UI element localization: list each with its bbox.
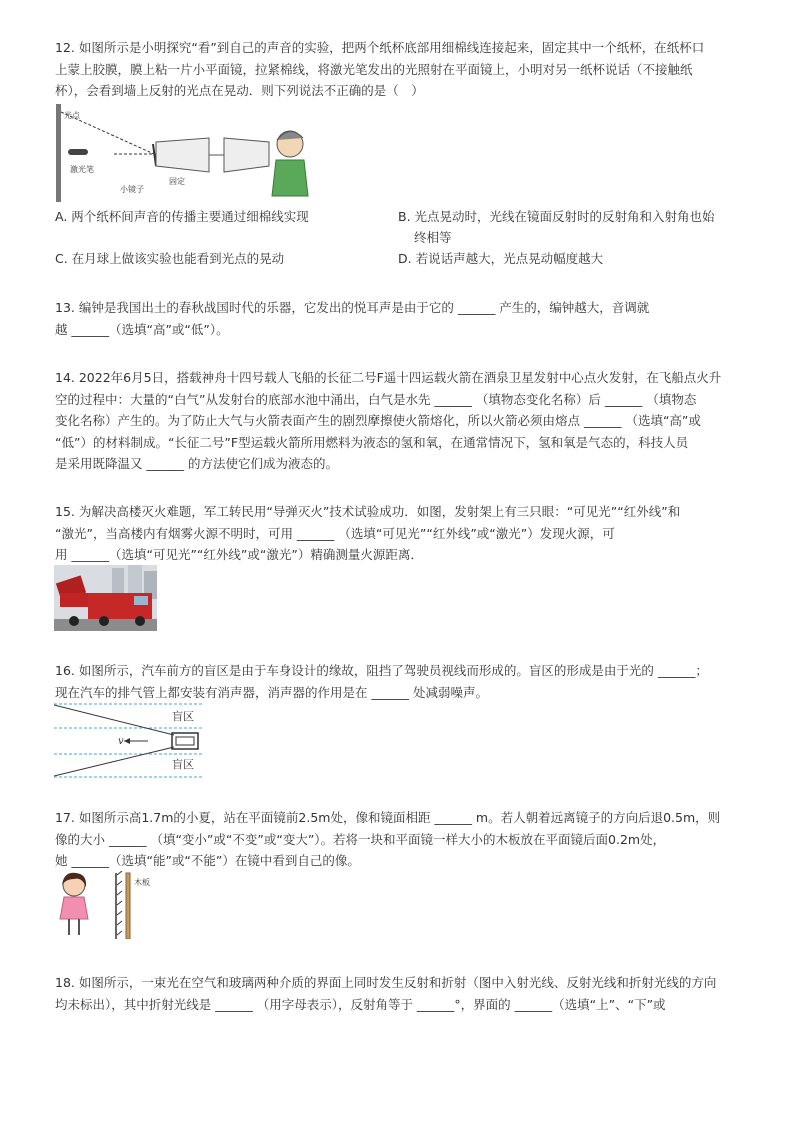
q12-option-d: D. 若说话声越大，光点晃动幅度越大 <box>398 251 604 266</box>
q14-line-5: 是采用既降温又 ______ 的方法使它们成为液态的。 <box>55 456 338 471</box>
label-velocity: v <box>118 736 124 747</box>
label-fixed: 固定 <box>169 177 185 186</box>
q13-line-1: 13. 编钟是我国出土的春秋战国时代的乐器，它发出的悦耳声是由于它的 ______ 产生的，编钟越大，音调就 <box>55 300 650 315</box>
q16-line-2: 现在汽车的排气管上都安装有消声器，消声器的作用是在 ______ 处减弱噪声。 <box>55 685 488 700</box>
blind-spot-diagram <box>54 702 204 779</box>
q12-option-a: A. 两个纸杯间声音的传播主要通过细棉线实现 <box>55 209 309 224</box>
q15-line-3: 用 ______（选填“可见光”“红外线”或“激光”）精确测量火源距离． <box>55 547 423 562</box>
q12-option-b-cont: 终相等 <box>414 230 452 245</box>
q12-line-1: 12. 如图所示是小明探究“看”到自己的声音的实验，把两个纸杯底部用细棉线连接起来，固定其中一个纸杯，在纸杯口 <box>55 40 705 55</box>
q17-line-3: 她 ______（选填“能”或“不能”）在镜中看到自己的像。 <box>55 853 360 868</box>
q14-line-4: “低”）的材料制成。“长征二号”F型运载火箭所用燃料为液态的氢和氧，在通常情况下，氢和氧是气态的，科技人员 <box>55 435 689 450</box>
label-laser-pen: 激光笔 <box>70 165 94 174</box>
q12-line-3: 杯），会看到墙上反射的光点在晃动．则下列说法不正确的是（ ） <box>55 83 424 98</box>
q12-option-c: C. 在月球上做该实验也能看到光点的晃动 <box>55 251 285 266</box>
label-blind-bottom: 盲区 <box>172 758 194 771</box>
label-light-spot: 光点 <box>64 111 80 120</box>
q17-line-2: 像的大小 ______ （填“变小”或“不变”或“变大”）。若将一块和平面镜一样大小的木板放在平面镜后面0.2m处， <box>55 832 666 847</box>
boy-body <box>272 160 308 196</box>
q12-line-2: 上蒙上胶膜，膜上粘一片小平面镜，拉紧棉线，将激光笔发出的光照射在平面镜上，小明对另一纸杯说话（不接触纸 <box>55 62 693 77</box>
girl-dress <box>60 897 88 919</box>
q18-line-2: 均未标出），其中折射光线是 ______ （用字母表示），反射角等于 ______°，界面的 ______（选填“上”、“下”或 <box>55 997 666 1012</box>
label-mirror: 小镜子 <box>120 185 144 194</box>
cup-left <box>156 138 209 172</box>
wall <box>56 104 61 202</box>
cup-laser-figure <box>54 104 319 202</box>
laser-pen <box>68 149 88 155</box>
fire-truck-photo <box>54 565 157 631</box>
label-board: 木板 <box>134 878 150 887</box>
label-blind-top: 盲区 <box>172 710 194 723</box>
cup-right <box>224 138 269 172</box>
q18-line-1: 18. 如图所示，一束光在空气和玻璃两种介质的界面上同时发生反射和折射（图中入射光线、反射光线和折射光线的方向 <box>55 975 717 990</box>
q14-line-1: 14. 2022年6月5日，搭载神舟十四号载人飞船的长征二号F遥十四运载火箭在酒泉卫星发射中心点火发射，在飞船点火升 <box>55 370 722 385</box>
q14-line-2: 空的过程中：大量的“白气”从发射台的底部水池中涌出，白气是水先 ______ （填物态变化名称）后 ______ （填物态 <box>55 392 697 407</box>
wood-board <box>126 873 130 939</box>
girl-mirror-figure <box>54 871 160 939</box>
q12-option-b: B. 光点晃动时，光线在镜面反射时的反射角和入射角也始 <box>398 209 715 224</box>
q16-line-1: 16. 如图所示，汽车前方的盲区是由于车身设计的缘故，阻挡了驾驶员视线而形成的。盲区的形成是由于光的 ______； <box>55 663 708 678</box>
q15-line-1: 15. 为解决高楼灭火难题，军工转民用“导弹灭火”技术试验成功．如图，发射架上有三只眼：“可见光”“红外线”和 <box>55 504 681 519</box>
q13-line-2: 越 ______（选填“高”或“低”）。 <box>55 322 229 337</box>
q14-line-3: 变化名称）产生的。为了防止大气与火箭表面产生的剧烈摩擦使火箭熔化，所以火箭必须由熔点 ______ （选填“高”或 <box>55 413 701 428</box>
q17-line-1: 17. 如图所示高1.7m的小夏，站在平面镜前2.5m处，像和镜面相距 ______ m。若人朝着远离镜子的方向后退0.5m，则 <box>55 810 721 825</box>
q15-line-2: “激光”，当高楼内有烟雾火源不明时，可用 ______ （选填“可见光”“红外线”或“激光”）发现火源，可 <box>55 526 615 541</box>
